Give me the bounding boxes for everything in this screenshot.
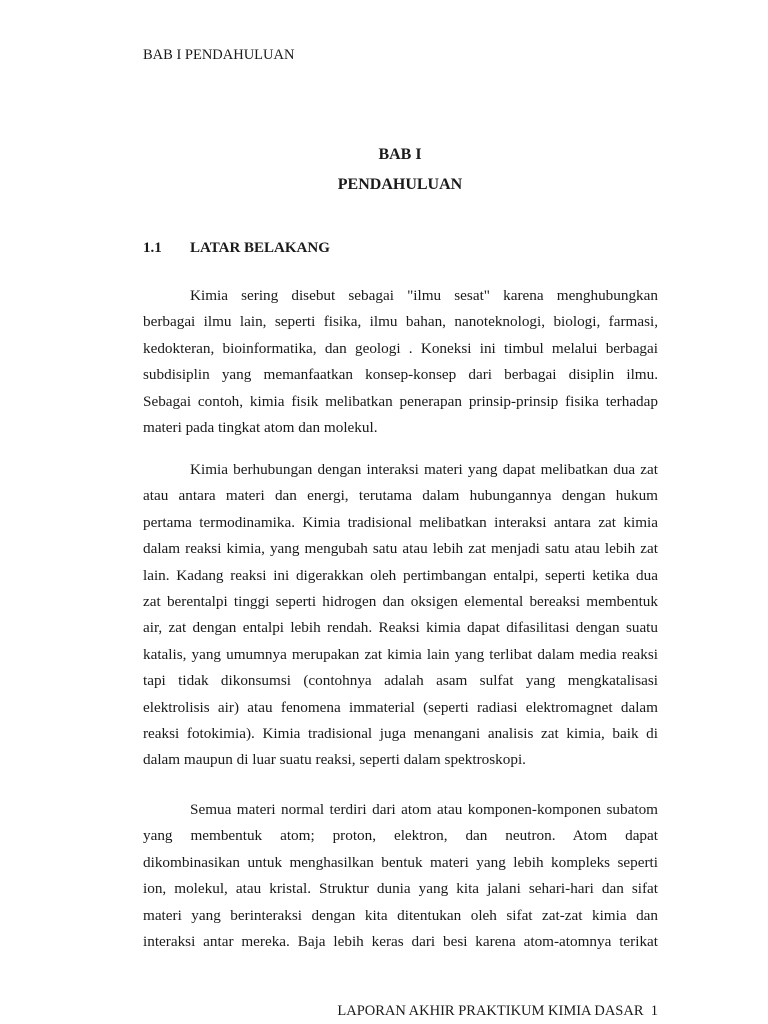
text-line: atau antara materi dan energi, terutama dalam hubungannya dengan hukum xyxy=(143,487,658,505)
text-line: interaksi antar mereka. Baja lebih keras dari besi karena atom-atomnya terikat xyxy=(143,932,658,950)
text-line: Sebagai contoh, kimia fisik melibatkan penerapan prinsip-prinsip fisika terhadap xyxy=(143,392,658,410)
text-line: air, zat dengan entalpi lebih rendah. Reaksi kimia dapat difasilitasi dengan suatu xyxy=(143,619,658,637)
text-line: subdisiplin yang memanfaatkan konsep-konsep dari berbagai disiplin ilmu. xyxy=(143,366,658,384)
page-footer xyxy=(337,1003,658,1020)
text-line: elektrolisis air) atau fenomena immaterial (seperti radiasi elektromagnet dalam xyxy=(143,698,658,716)
text-line: materi pada tingkat atom dan molekul. xyxy=(143,418,378,436)
text-line: dalam maupun di luar suatu reaksi, seperti dalam spektroskopi. xyxy=(143,751,526,769)
text-line: reaksi fotokimia). Kimia tradisional juga menangani analisis zat kimia, baik di xyxy=(143,724,658,742)
page-number: 1 xyxy=(650,1003,658,1019)
paragraph xyxy=(143,797,658,955)
text-line: zat berentalpi tinggi seperti hidrogen dan oksigen elemental bereaksi membentuk xyxy=(143,592,658,610)
text-line: katalis, yang umumnya merupakan zat kimia lain yang terlibat dalam media reaksi xyxy=(143,645,658,663)
text-line: ion, molekul, atau kristal. Struktur dunia yang kita jalani sehari-hari dan sifat xyxy=(143,880,658,898)
running-header: BAB I PENDAHULUAN xyxy=(143,47,295,63)
text-line: Kimia berhubungan dengan interaksi materi yang dapat melibatkan dua zat xyxy=(190,461,658,478)
text-line: pertama termodinamika. Kimia tradisional melibatkan interaksi antara zat kimia xyxy=(143,513,658,531)
text-line: dikombinasikan untuk menghasilkan bentuk materi yang lebih kompleks seperti xyxy=(143,853,658,871)
footer-text: LAPORAN AKHIR PRAKTIKUM KIMIA DASAR xyxy=(337,1003,644,1019)
text-line: Semua materi normal terdiri dari atom atau komponen-komponen subatom xyxy=(190,801,658,818)
text-line: dalam reaksi kimia, yang mengubah satu atau lebih zat menjadi satu atau lebih zat xyxy=(143,540,658,558)
text-line: yang membentuk atom; proton, elektron, dan neutron. Atom dapat xyxy=(143,827,658,845)
text-line: tapi tidak dikonsumsi (contohnya adalah asam sulfat yang mengkatalisasi xyxy=(143,672,658,690)
text-line: berbagai ilmu lain, seperti fisika, ilmu bahan, nanoteknologi, biologi, farmasi, xyxy=(143,313,658,331)
section-title: LATAR BELAKANG xyxy=(190,240,330,256)
text-line: materi yang berinteraksi dengan kita ditentukan oleh sifat zat-zat kimia dan xyxy=(143,906,658,924)
chapter-title: PENDAHULUAN xyxy=(337,176,463,193)
text-line: Kimia sering disebut sebagai "ilmu sesat" karena menghubungkan xyxy=(190,287,658,304)
chapter-number: BAB I xyxy=(378,146,422,163)
text-line: lain. Kadang reaksi ini digerakkan oleh pertimbangan entalpi, seperti ketika dua xyxy=(143,566,658,584)
paragraph xyxy=(143,457,658,774)
paragraph xyxy=(143,283,658,441)
section-number: 1.1 xyxy=(143,240,162,256)
text-line: kedokteran, bioinformatika, dan geologi . Koneksi ini timbul melalui berbagai xyxy=(143,339,658,357)
